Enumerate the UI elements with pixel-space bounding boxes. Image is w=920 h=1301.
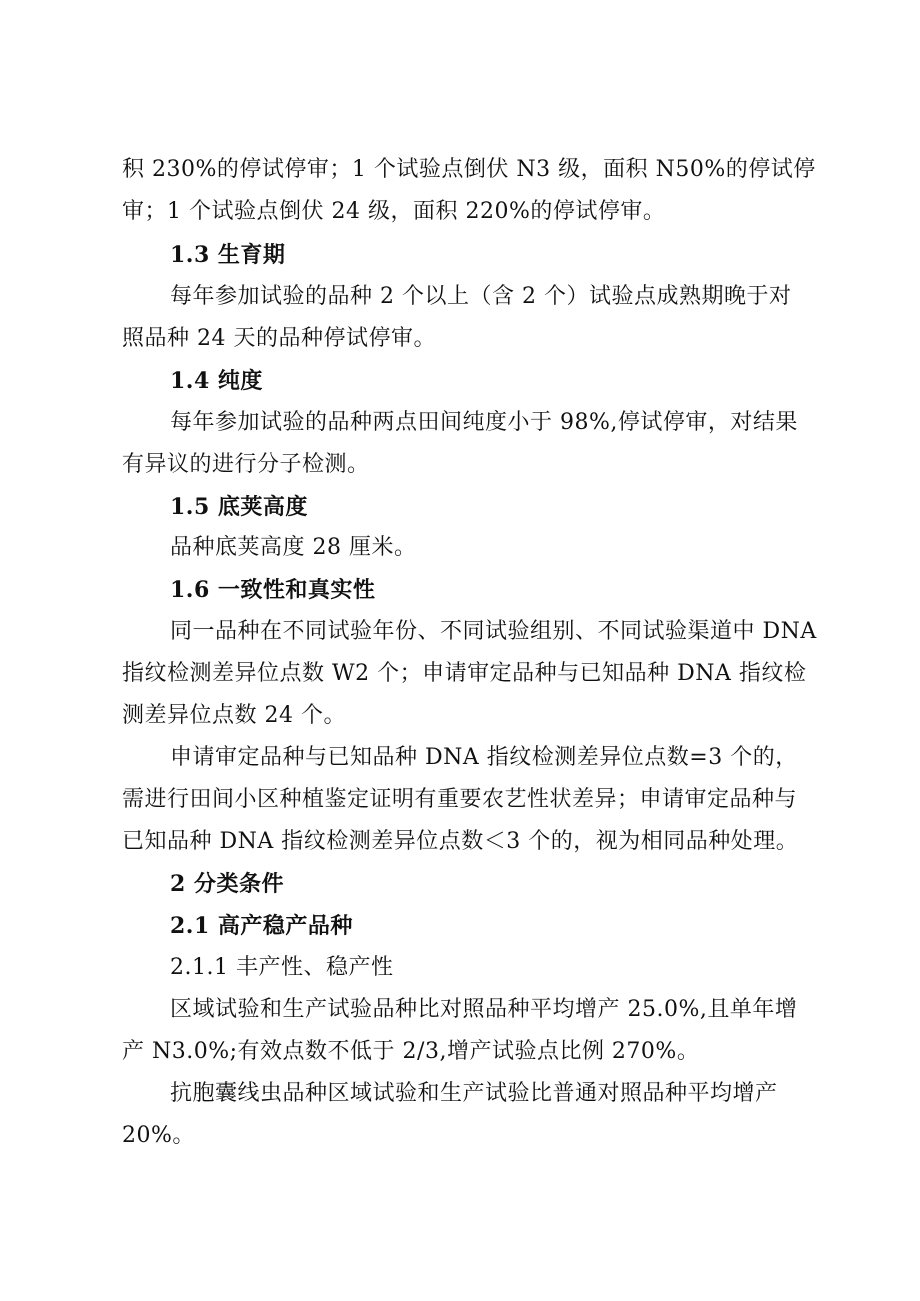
section-heading-1-4: 1.4 纯度 bbox=[170, 368, 263, 394]
paragraph-line: 申请审定品种与已知品种 DNA 指纹检测差异位点数=3 个的， bbox=[170, 745, 798, 770]
paragraph-line: 每年参加试验的品种 2 个以上（含 2 个）试验点成熟期晚于对 bbox=[170, 284, 792, 309]
section-heading-2: 2 分类条件 bbox=[170, 871, 284, 897]
paragraph-line: 有异议的进行分子检测。 bbox=[122, 452, 370, 477]
paragraph-line: 同一品种在不同试验年份、不同试验组别、不同试验渠道中 DNA bbox=[170, 619, 817, 644]
section-heading-1-5: 1.5 底荚高度 bbox=[170, 494, 308, 520]
paragraph-line: 每年参加试验的品种两点田间纯度小于 98%,停试停审，对结果 bbox=[170, 410, 798, 435]
paragraph-line: 抗胞囊线虫品种区域试验和生产试验比普通对照品种平均增产 bbox=[170, 1081, 778, 1106]
paragraph-line: 积 230%的停试停审；1 个试验点倒伏 N3 级，面积 N50%的停试停 bbox=[122, 157, 816, 182]
paragraph-line: 已知品种 DNA 指纹检测差异位点数＜3 个的，视为相同品种处理。 bbox=[122, 829, 799, 854]
paragraph-line: 20%。 bbox=[122, 1123, 195, 1148]
paragraph-line: 品种底荚高度 28 厘米。 bbox=[170, 535, 417, 560]
paragraph-line: 需进行田间小区种植鉴定证明有重要农艺性状差异；申请审定品种与 bbox=[122, 787, 798, 812]
paragraph-line: 产 N3.0%;有效点数不低于 2/3,增产试验点比例 270%。 bbox=[122, 1039, 700, 1064]
paragraph-line: 审；1 个试验点倒伏 24 级，面积 220%的停试停审。 bbox=[122, 199, 666, 224]
paragraph-line: 照品种 24 天的品种停试停审。 bbox=[122, 326, 436, 351]
paragraph-line: 指纹检测差异位点数 W2 个；申请审定品种与已知品种 DNA 指纹检 bbox=[122, 661, 807, 686]
subsection-heading-2-1-1: 2.1.1 丰产性、稳产性 bbox=[170, 955, 394, 980]
section-heading-1-6: 1.6 一致性和真实性 bbox=[170, 577, 376, 603]
section-heading-1-3: 1.3 生育期 bbox=[170, 242, 286, 268]
paragraph-line: 区域试验和生产试验品种比对照品种平均增产 25.0%,且单年增 bbox=[170, 997, 798, 1022]
paragraph-line: 测差异位点数 24 个。 bbox=[122, 703, 346, 728]
section-heading-2-1: 2.1 高产稳产品种 bbox=[170, 913, 353, 939]
